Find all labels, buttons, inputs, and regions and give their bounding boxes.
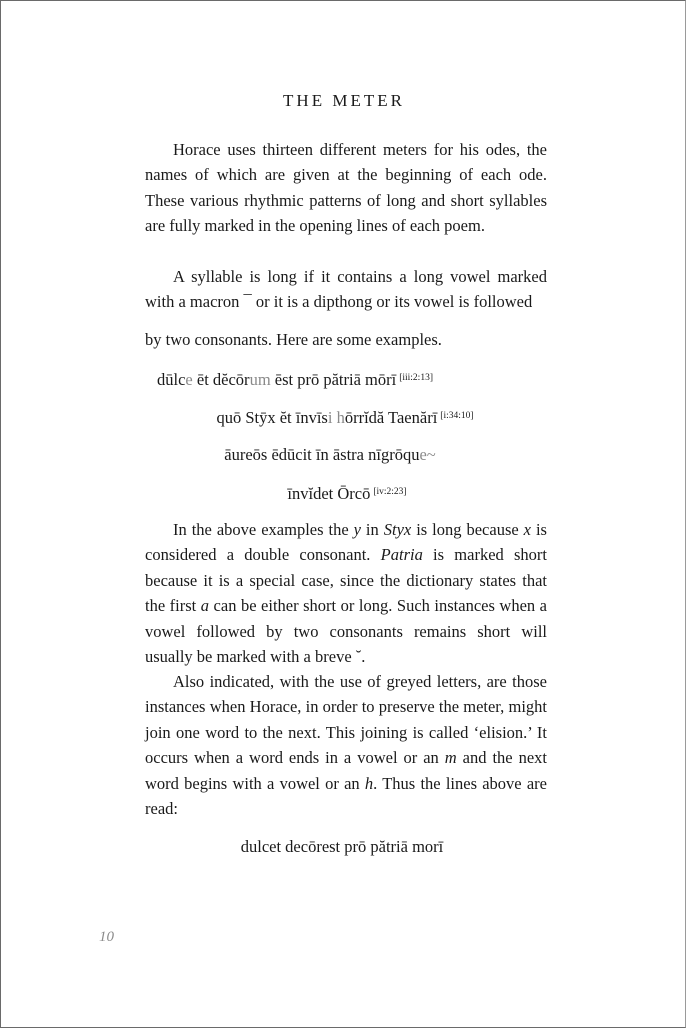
paragraph-syllable-rule-continued: by two consonants. Here are some examples. — [145, 330, 442, 349]
verse-reference: [i:34:10] — [440, 411, 474, 421]
scansion-example-4 — [1, 480, 686, 506]
elided-letters: i h — [327, 408, 345, 427]
elided-letters: e~ — [419, 445, 436, 464]
scansion-example-1 — [1, 366, 686, 392]
scansion-example-2 — [1, 404, 686, 430]
page-title: THE METER — [283, 91, 405, 110]
verse-text: ōrrĭdă Taenărī — [344, 408, 438, 427]
verse-text: quō Stȳx ĕt īnvīs — [216, 408, 328, 427]
paragraph-intro: Horace uses thirteen different meters for his odes, the names of which are given at the beginning of each ode. These various rhythmic patterns of long and short syllables are fully marked in the opening lines of each poem. — [145, 140, 547, 236]
verse-reference: [iv:2:23] — [373, 487, 407, 497]
elided-letters: um — [249, 370, 271, 389]
verse-text: ēst prō pătriā mōrī — [270, 370, 397, 389]
elided-letters: e — [185, 370, 193, 389]
reading-example: dulcet decōrest prō pătriā morī — [240, 837, 444, 856]
scansion-example-3 — [1, 442, 686, 467]
verse-reference: [iii:2:13] — [399, 373, 433, 383]
paragraph-explanation: In the above examples the y in Styx is long because x is considered a double consonant. Patria is marked short because it is a special case, since the dictionary states that the first a can be either short or long. Such instances when a vowel followed by two consonants remains short will usually be marked with a breve ˘. — [145, 520, 547, 667]
verse-text: āureōs ēdūcit īn āstra nīgrōqu — [224, 445, 420, 464]
page-number: 10 — [99, 929, 114, 945]
paragraph-elision: Also indicated, with the use of greyed letters, are those instances when Horace, in order to preserve the meter, might join one word to the next. This joining is called ‘elision.’ It occurs when a word ends in a vowel or an m and the next word begins with a vowel or an h. Thus the lines above are read: — [145, 672, 547, 819]
verse-text: īnvĭdet Ōrcō — [287, 484, 371, 503]
verse-text: dūlc — [157, 370, 186, 389]
verse-text: ēt dĕcōr — [192, 370, 250, 389]
paragraph-syllable-rule: A syllable is long if it contains a long vowel marked with a macron ¯ or it is a dipthong or its vowel is followed — [145, 267, 547, 312]
